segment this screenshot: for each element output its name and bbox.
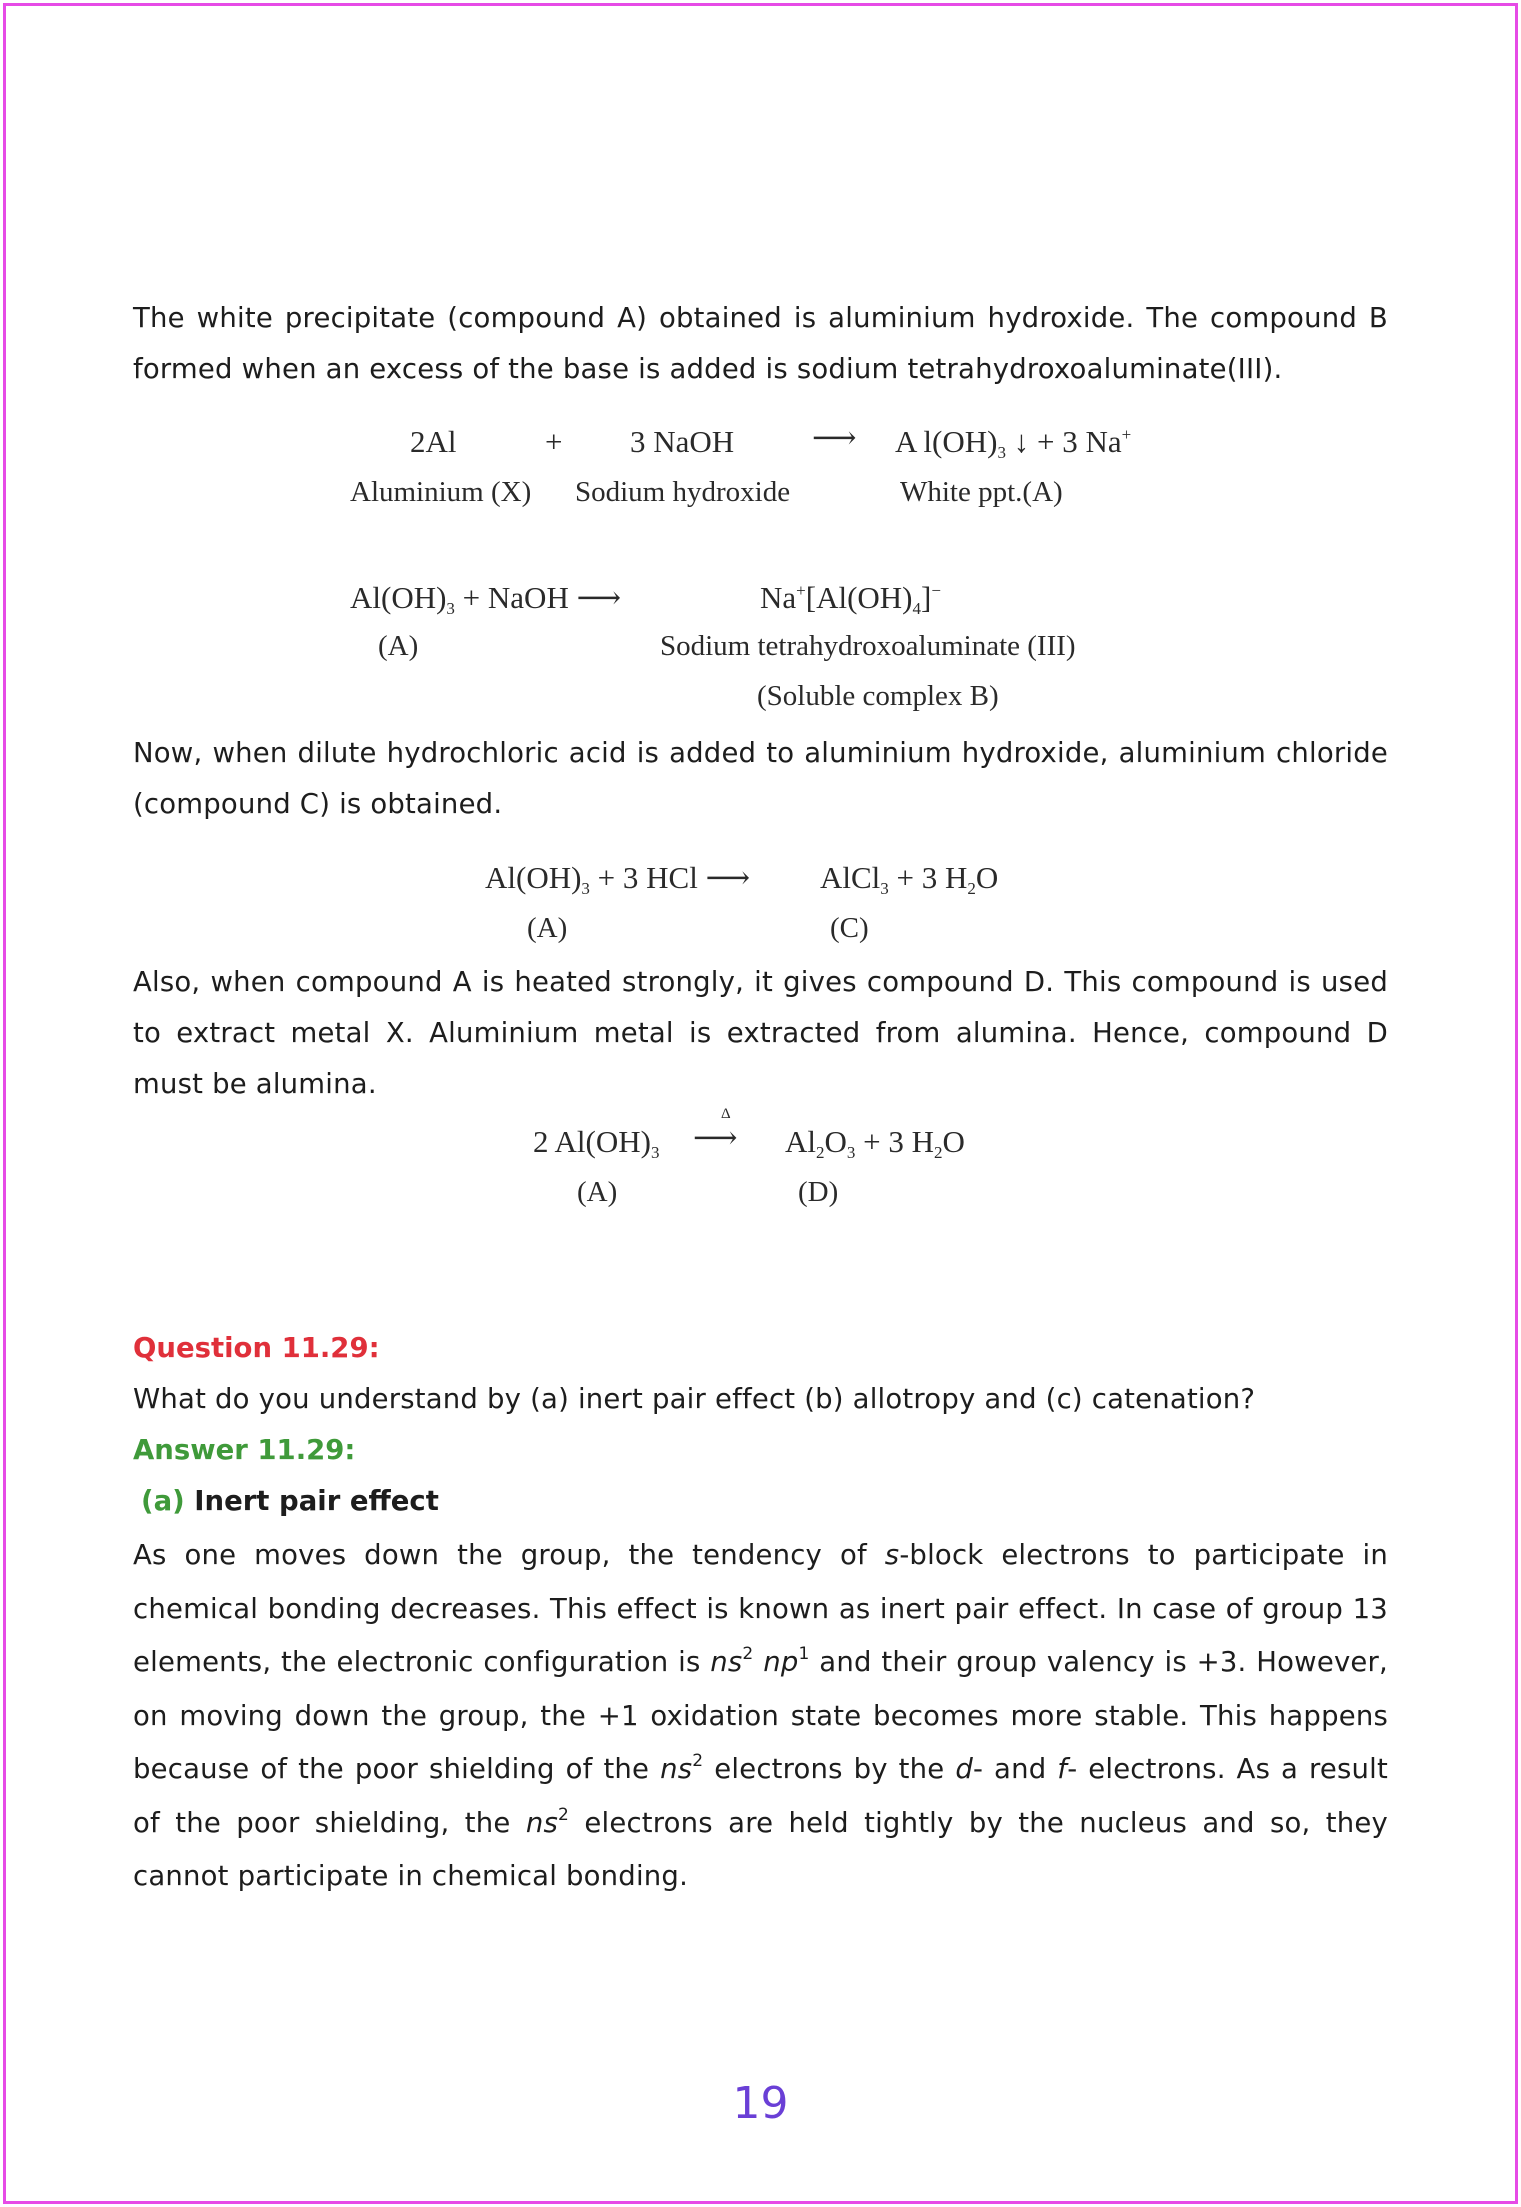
eq1-reactant-1: 2Al	[410, 424, 457, 459]
eq1-plus: +	[545, 424, 563, 459]
answer-title: Answer 11.29:	[133, 1434, 356, 1466]
paragraph-2: Now, when dilute hydrochloric acid is added to aluminium hydroxide, aluminium chloride (compound C) is obtained.	[133, 737, 1388, 820]
subheading-tag: (a)	[141, 1485, 185, 1517]
paragraph-3: Also, when compound A is heated strongly, it gives compound D. This compound is used to extract metal X. Aluminium metal is extracted from alumina. Hence, compound D must be alumina.	[133, 966, 1388, 1100]
question-block	[133, 1323, 1388, 1904]
eq3-label-a: (A)	[527, 912, 568, 944]
paragraph-3-block	[133, 957, 1388, 1110]
eq2-label-product: Sodium tetrahydroxoaluminate (III)	[660, 630, 1076, 662]
eq2-label-a: (A)	[378, 630, 419, 662]
eq1-product: A $l(OH)_3$ ↓ + 3 Na+	[895, 424, 1132, 462]
eq2-reactants: $Al(OH)_3$ + NaOH ⟶	[350, 580, 622, 618]
eq4-label-d: (D)	[798, 1176, 839, 1208]
eq4-reactant: 2 $Al(OH)_3$	[533, 1124, 660, 1162]
eq1-label-x: Aluminium (X)	[350, 476, 532, 508]
eq3-products: AlCl$_3$ + 3 $H_2O$	[820, 860, 999, 898]
question-text: What do you understand by (a) inert pair effect (b) allotropy and (c) catenation?	[133, 1383, 1256, 1415]
answer-paragraph: As one moves down the group, the tendency of s-block electrons to participate in chemical bonding decreases. This effect is known as inert pair effect. In case of group 13 elements, the electronic configuration is $ns^2$ $np^1$ and their group valency is +3. However, on moving down the group, the +1 oxidation state becomes more stable. This happens because of the poor shielding of the $ns^2$ electrons by the d- and f- electrons. As a result of the poor shielding, the $ns^2$ electrons are held tightly by the nucleus and so, they cannot participate in chemical bonding.	[133, 1539, 1388, 1892]
eq1-arrow: ⟶	[812, 420, 857, 455]
subheading-title: Inert pair effect	[194, 1485, 439, 1517]
eq4-products: $Al_2O_3 + 3$ $H_2O$	[785, 1124, 965, 1162]
intro-block	[133, 293, 1388, 395]
page-number: 19	[732, 2078, 789, 2129]
intro-paragraph: The white precipitate (compound A) obtained is aluminium hydroxide. The compound B formed when an excess of the base is added is sodium tetrahydroxoaluminate(III).	[133, 302, 1388, 385]
eq2-label-complex: (Soluble complex B)	[757, 680, 999, 712]
eq1-label-a: White ppt.(A)	[900, 476, 1063, 508]
eq4-delta: Δ	[721, 1106, 731, 1122]
eq1-label-naoh: Sodium hydroxide	[575, 476, 791, 508]
eq4-label-a: (A)	[577, 1176, 618, 1208]
eq3-label-c: (C)	[830, 912, 869, 944]
eq3-reactants: $Al(OH)_3 + 3$ HCl ⟶	[485, 860, 751, 898]
eq2-product: $Na^+[Al(OH)_4]^-$	[760, 580, 941, 618]
eq4-arrow: Δ ⟶	[693, 1106, 738, 1155]
question-title: Question 11.29:	[133, 1332, 380, 1364]
eq1-reactant-2: 3 NaOH	[630, 424, 735, 459]
answer-subheading	[133, 1476, 1388, 1527]
paragraph-2-block	[133, 728, 1388, 830]
